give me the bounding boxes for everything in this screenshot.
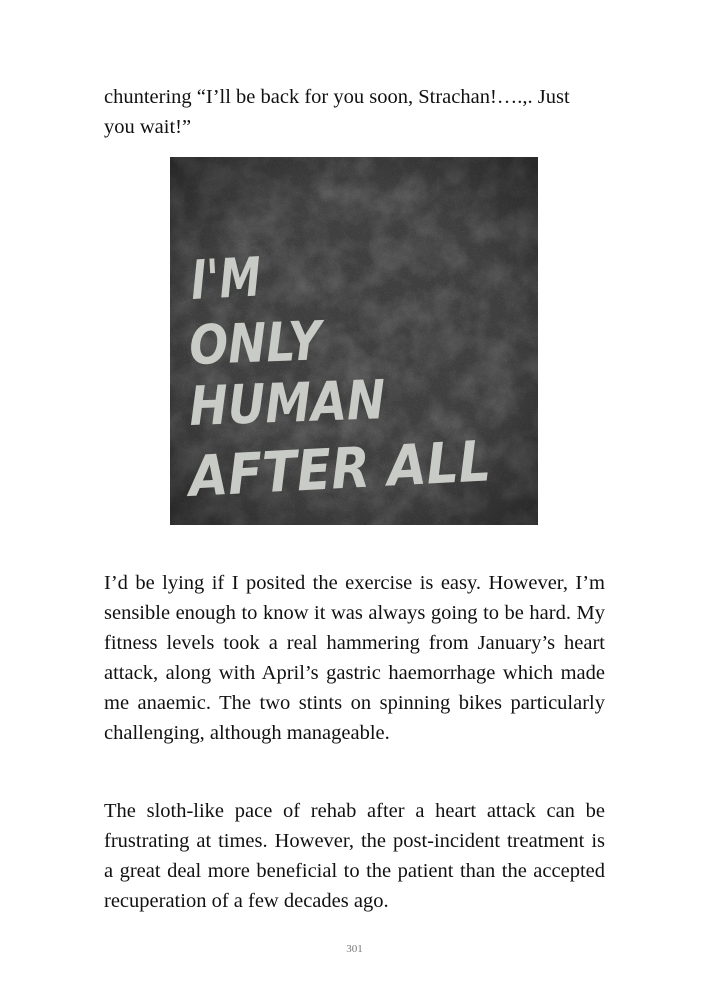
poster-graphic: [170, 157, 538, 525]
page-number: 301: [346, 943, 363, 955]
poster-line-2: ONLY: [188, 308, 347, 377]
poster-image: [170, 157, 538, 525]
paragraph-top: chuntering “I’ll be back for you soon, Strachan!….,. Just you wait!”: [104, 86, 570, 138]
poster-line-3: HUMAN: [188, 367, 421, 438]
poster-line-1: I'M: [189, 244, 283, 312]
paragraph-rehab: The sloth-like pace of rehab after a heart attack can be frustrating at times. However, the post-incident treatment is a great deal more beneficial to the patient than the accepted recuperation of a few decades ago.: [104, 800, 605, 912]
poster-line-4: AFTER ALL: [187, 427, 526, 510]
paragraph-exercise: I’d be lying if I posited the exercise is easy. However, I’m sensible enough to know it was always going to be hard. My fitness levels took a real hammering from January’s heart attack, along with April’s gastric haemorrhage which made me anaemic. The two stints on spinning bikes particularly challenging, although manageable.: [104, 572, 605, 744]
